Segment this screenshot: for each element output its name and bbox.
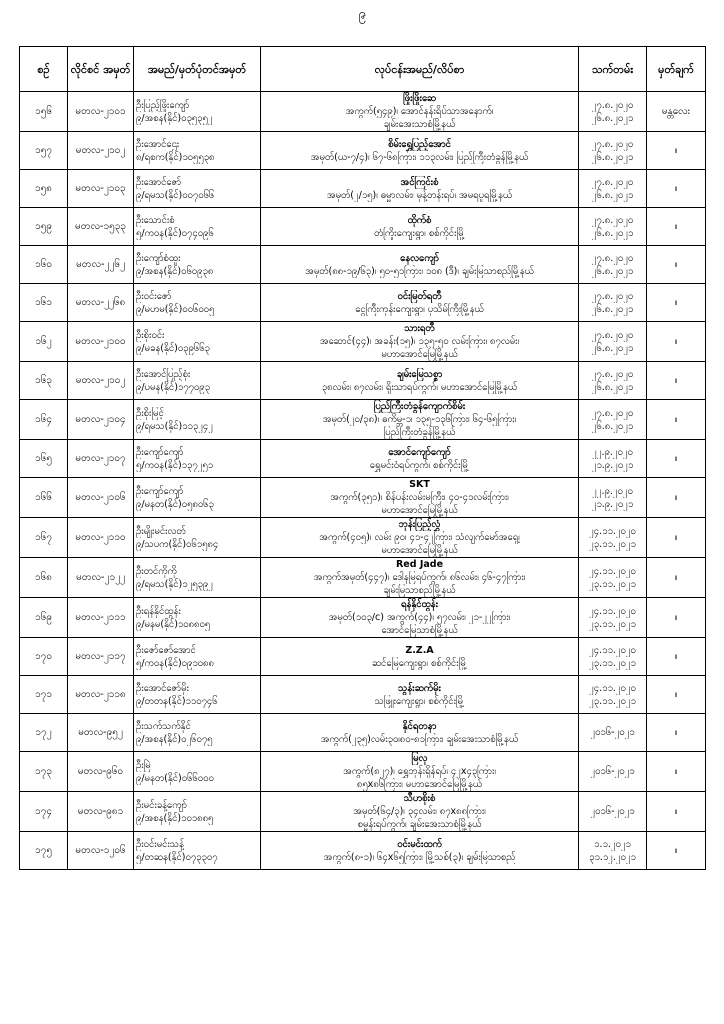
valid-from: ၂၇.၈.၂၀၂၀ <box>591 368 634 380</box>
owner-nrc: ၉/အစန(နိုင်)၁၀၁၈၈၅ <box>136 812 214 824</box>
business-name: ဖြိုးဖြိုးဆေ <box>403 93 436 104</box>
business-address-line-2: မဟာအောင်မြေမြို့နယ် <box>381 349 458 360</box>
business-address-line-2: ၈၅x၈၆ကြား၊ မဟာအောင်မြေမြို့နယ် <box>356 779 483 790</box>
owner-nrc: ၉/တတန(နိုင်)၁၁၀၇၄၆ <box>136 695 218 707</box>
validity-cell <box>579 322 647 362</box>
table-row <box>20 676 706 714</box>
business-cell <box>261 638 579 676</box>
business-address-line-1: အကွက်အမှတ်(၄၄၇)၊ ဒေါနမြရပ်ကွက်၊ ၈၆လမ်း၊ ၄၆-၄၇ကြား၊ <box>313 572 526 583</box>
business-name: ဘုန်းပြည့်လွှံ <box>398 519 441 530</box>
business-address-line-1: အမှတ်(၁၀၃/c) အကွက်(၄၄)၊ ၅၇လမ်း၊ ၂၁-၂၂ကြား၊ <box>328 612 511 623</box>
valid-to: ၂၃.၁၁.၂၀၂၁ <box>589 578 636 590</box>
business-address-line-1: အဆောင်(၄၄)၊ အခန်း(၁၅)၊ ၁၃၅-၅၀ လမ်းကြား၊ ၈၇လမ်း၊ <box>319 336 520 347</box>
validity-cell <box>579 246 647 284</box>
remark: ။ <box>647 246 706 284</box>
business-name: ရန်နိုင်ထွန်း <box>400 599 439 610</box>
validity-cell <box>579 518 647 558</box>
owner-cell <box>134 362 261 400</box>
row-number: ၁၆၆ <box>20 478 68 518</box>
business-address-line-1: အကွက်(၈၂၇)၊ ရွှေဘုန်းရှိန်ရပ်၊ ၄၂x၄၃ကြား၊ <box>343 766 496 777</box>
license-number: မတလ-၉၅၂ <box>68 714 134 752</box>
owner-name: ဦးမျိုးမင်းလတ် <box>136 525 186 537</box>
remark: ။ <box>647 322 706 362</box>
valid-from: ၂၇.၈.၂၀၂၀ <box>591 252 634 264</box>
license-number: မတလ-၂၁၀၂ <box>68 362 134 400</box>
table-row <box>20 92 706 132</box>
valid-to: ၂၆.၈.၂၀၂၁ <box>591 420 634 432</box>
valid-from: ၂၄.၁၁.၂၀၂၀ <box>589 605 636 617</box>
valid-to: ၂၃.၁၁.၂၀၂၁ <box>589 695 636 707</box>
owner-nrc: ၉/မဟမ(နိုင်)၀၀၆၀၀၅ <box>136 303 215 315</box>
table-row <box>20 714 706 752</box>
license-number: မတလ-၂၂၆၂ <box>68 246 134 284</box>
validity-cell <box>579 478 647 518</box>
table-row <box>20 440 706 478</box>
remark: ။ <box>647 170 706 208</box>
validity-cell <box>579 440 647 478</box>
valid-to: ၂၆.၈.၂၀၂၁ <box>591 151 634 163</box>
license-number: မတလ-၂၁၁၀ <box>68 518 134 558</box>
table-row <box>20 362 706 400</box>
business-cell <box>261 752 579 792</box>
header-no: စဉ် <box>20 47 68 92</box>
business-cell <box>261 92 579 132</box>
business-cell <box>261 478 579 518</box>
remark: ။ <box>647 132 706 170</box>
validity-cell <box>579 752 647 792</box>
license-number: မတလ-၂၁၂၂ <box>68 558 134 598</box>
owner-name: ဦးအောင်ပြည့်စုံး <box>136 368 191 380</box>
remark: ။ <box>647 558 706 598</box>
valid-from: ၂၇.၈.၂၀၂၀ <box>591 138 634 150</box>
table-row <box>20 518 706 558</box>
business-address-line-2: ပြည်ကြီးတံခွန်မြို့နယ် <box>383 427 456 438</box>
row-number: ၁၅၇ <box>20 132 68 170</box>
owner-name: ဦးသက်သက်နိုင် <box>136 720 191 732</box>
owner-name: ဦးမြဲ <box>136 759 151 771</box>
validity-cell <box>579 598 647 638</box>
owner-name: ဦးဝင်းဇော် <box>136 290 172 302</box>
validity-cell <box>579 208 647 246</box>
business-address-line-2: မဟာအောင်မြေမြို့နယ် <box>381 505 458 516</box>
valid-to: ၃၁.၁၂.၂၀၂၁ <box>589 851 636 863</box>
header-name: အမည်/မှတ်ပုံတင်အမှတ် <box>134 47 261 92</box>
business-cell <box>261 208 579 246</box>
validity-cell <box>579 676 647 714</box>
owner-name: ဦးဇော်ဇော်အောင် <box>136 644 196 656</box>
owner-nrc: ၉/ရမသ(နိုင်)၁၁၃၂၄၂ <box>136 420 213 432</box>
owner-nrc: ၉/ရမသ(နိုင်)၀၀၇၀၆၆ <box>136 189 215 201</box>
business-address-line-1: တံကြိုးကျေးရွာ၊ စစ်ကိုင်းမြို့ <box>374 227 465 239</box>
valid-to: ၂၆.၈.၂၀၂၁ <box>591 227 634 239</box>
owner-name: ဦးအောင်ဇော်မိုး <box>136 682 189 694</box>
license-table <box>19 46 706 870</box>
row-number: ၁၅၆ <box>20 92 68 132</box>
row-number: ၁၇၅ <box>20 832 68 870</box>
license-number: မတလ-၂၁၀၀ <box>68 322 134 362</box>
business-name: သီဟစိုးစံ <box>403 793 436 804</box>
business-address-line-1: အကွက်(၂၃၅)လမ်း၃၀၊၈၀-၈၁ကြား၊ ချမ်းအေးသာစံမြို့နယ် <box>320 733 519 745</box>
business-address-line-1: ဆင်မြေကျေးရွာ၊ စစ်ကိုင်းမြို့ <box>371 657 468 669</box>
valid-from: ၂၄.၁၁.၂၀၂၀ <box>589 525 636 537</box>
owner-cell <box>134 676 261 714</box>
row-number: ၁၆၄ <box>20 400 68 440</box>
remark: ။ <box>647 714 706 752</box>
valid-to: ၂၁.၉.၂၀၂၁ <box>591 459 634 471</box>
valid-from: ၂၀၁၆-၂၀၂၁ <box>590 766 635 777</box>
header-date: သက်တမ်း <box>579 47 647 92</box>
remark: ။ <box>647 284 706 322</box>
business-address-line-1: သဖြူးကျေးရွာ၊ စစ်ကိုင်းမြို့ <box>374 695 465 707</box>
business-address-line-1: အမှတ်(၆၄/၃)၊ ၃၄လမ်း၊ ၈၇x၈၈ကြား၊ <box>353 806 486 817</box>
valid-to: ၂၃.၁၁.၂၀၂၁ <box>589 657 636 669</box>
owner-nrc: ၉/အစန(နိုင်)၀၂၆၀၇၅ <box>136 733 213 745</box>
owner-name: ဦးကျော်ကျော် <box>136 446 184 458</box>
owner-cell <box>134 284 261 322</box>
owner-nrc: ၉/ပမန(နိုင်)၁၇၇၀၉၃ <box>136 381 210 393</box>
owner-cell <box>134 322 261 362</box>
validity-cell <box>579 400 647 440</box>
valid-from: ၂၇.၈.၂၀၂၀ <box>591 290 634 302</box>
business-cell <box>261 440 579 478</box>
row-number: ၁၆၇ <box>20 518 68 558</box>
business-cell <box>261 400 579 440</box>
business-name: Red Jade <box>395 559 444 570</box>
header-license-no: လိုင်စင် အမှတ် <box>68 47 134 92</box>
remark: ။ <box>647 638 706 676</box>
owner-name: ဦးအောင်ဇော် <box>136 176 182 188</box>
business-address-line-1: ၃၈လမ်း၊ ၈၇လမ်း၊ ရှိးသာရပ်ကွက်၊ မဟာအောင်မြေမြို့နယ် <box>321 381 518 393</box>
license-number: မတလ-၂၁၀၁ <box>68 92 134 132</box>
validity-cell <box>579 362 647 400</box>
license-number: မတလ-၂၁၀၃ <box>68 170 134 208</box>
owner-nrc: ၅/ကဝန(နိုင်)၀၇၄၀၉၆ <box>136 227 214 239</box>
validity-cell <box>579 832 647 870</box>
license-number: မတလ-၂၂၆၈ <box>68 284 134 322</box>
business-cell <box>261 170 579 208</box>
row-number: ၁၇၁ <box>20 676 68 714</box>
owner-nrc: ၉/မနတ(နိုင်)၀၅၈၀၆၃ <box>136 498 214 510</box>
table-row <box>20 284 706 322</box>
owner-name: ဦးကျော်ကျော် <box>136 485 184 497</box>
table-row <box>20 170 706 208</box>
business-address-line-2: မဟာအောင်မြေမြို့နယ် <box>381 545 458 556</box>
owner-name: ဦးစိုးဝင်း <box>136 329 165 341</box>
business-cell <box>261 832 579 870</box>
owner-nrc: ၅/ကဝန(နိုင်)၀၉၁၀၈၈ <box>136 657 214 669</box>
business-cell <box>261 792 579 832</box>
owner-nrc: ၅/တဆန(နိုင်)၀၇၃၃၀၇ <box>136 851 218 863</box>
owner-cell <box>134 132 261 170</box>
valid-to: ၂၁.၉.၂၀၂၁ <box>591 498 634 510</box>
table-row <box>20 598 706 638</box>
remark: ။ <box>647 478 706 518</box>
table-row <box>20 246 706 284</box>
table-row <box>20 322 706 362</box>
license-number: မတလ-၉၈၁ <box>68 792 134 832</box>
remark: ။ <box>647 752 706 792</box>
valid-from: ၂၄.၁၁.၂၀၂၀ <box>589 565 636 577</box>
license-number: မတလ-၁၅၃၃ <box>68 208 134 246</box>
valid-from: ၁.၁.၂၀၂၁ <box>594 838 631 850</box>
remark: ။ <box>647 518 706 558</box>
business-name: နေလကျော် <box>400 252 439 264</box>
valid-from: ၂၇.၈.၂၀၂၀ <box>591 176 634 188</box>
valid-to: ၂၆.၈.၂၀၂၁ <box>591 265 634 277</box>
owner-cell <box>134 92 261 132</box>
validity-cell <box>579 792 647 832</box>
valid-from: ၂၄.၁၁.၂၀၂၀ <box>589 644 636 656</box>
remark: ။ <box>647 832 706 870</box>
remark: ။ <box>647 440 706 478</box>
owner-cell <box>134 598 261 638</box>
owner-cell <box>134 208 261 246</box>
table-row <box>20 132 706 170</box>
row-number: ၁၆၅ <box>20 440 68 478</box>
business-name: SKT <box>409 479 430 490</box>
valid-from: ၂၇.၈.၂၀၂၀ <box>591 99 634 111</box>
business-address-line-1: အကွက်(၄၀၅)၊ လမ်း ၉၀၊ ၄၁-၄၂ကြား၊ သံလျက်မော်အရှေ့၊ <box>319 532 520 543</box>
valid-to: ၂၆.၈.၂၀၂၁ <box>591 381 634 393</box>
remark: ။ <box>647 676 706 714</box>
business-cell <box>261 676 579 714</box>
business-name: ဝင်းမြတ်ရတီ <box>397 290 442 302</box>
owner-cell <box>134 518 261 558</box>
owner-cell <box>134 638 261 676</box>
business-name: အောင်ကျော်ကျော် <box>388 446 451 458</box>
valid-from: ၂၇.၈.၂၀၂၀ <box>591 329 634 341</box>
owner-cell <box>134 832 261 870</box>
row-number: ၁၅၈ <box>20 170 68 208</box>
row-number: ၁၆၀ <box>20 246 68 284</box>
table-row <box>20 792 706 832</box>
business-address-line-1: အကွက်(၃၅၁)၊ စိန်ပန်းလမ်းမကြီး၊ ၄၀-၄၁လမ်းကြား၊ <box>330 492 509 503</box>
owner-name: ဦးကျော်စံထူး <box>136 252 181 264</box>
owner-nrc: ၉/မခန(နိုင်)၀၃၉၆၆၃ <box>136 342 210 354</box>
valid-to: ၂၆.၈.၂၀၂၁ <box>591 189 634 201</box>
validity-cell <box>579 638 647 676</box>
business-address-line-2: ချမ်းမြသာစည်မြို့နယ် <box>383 585 456 596</box>
table-row <box>20 832 706 870</box>
owner-cell <box>134 714 261 752</box>
business-cell <box>261 714 579 752</box>
license-number: မတလ-၉၆၀ <box>68 752 134 792</box>
row-number: ၁၆၁ <box>20 284 68 322</box>
valid-from: ၂၂.၉.၂၀၂၀ <box>592 446 633 458</box>
business-name: မြလု <box>411 753 428 764</box>
business-cell <box>261 598 579 638</box>
validity-cell <box>579 284 647 322</box>
valid-from: ၂၀၁၆-၂၀၂၁ <box>590 727 635 738</box>
owner-nrc: ၉/အစန(နိုင်)၀၃၅၃၅၂ <box>136 112 213 124</box>
table-row <box>20 478 706 518</box>
row-number: ၁၇၂ <box>20 714 68 752</box>
owner-name: ဦးပြည့်ဖြိုးကျော် <box>136 99 190 111</box>
owner-cell <box>134 558 261 598</box>
license-number: မတလ-၂၁၀၂ <box>68 132 134 170</box>
remark: ။ <box>647 792 706 832</box>
row-number: ၁၅၉ <box>20 208 68 246</box>
validity-cell <box>579 558 647 598</box>
table-row <box>20 752 706 792</box>
business-name: ဝင်းမင်းထက် <box>397 838 442 850</box>
remark: ။ <box>647 400 706 440</box>
license-number: မတလ-၂၁၁၈ <box>68 676 134 714</box>
license-number: မတလ-၂၁၁၇ <box>68 638 134 676</box>
owner-cell <box>134 752 261 792</box>
valid-to: ၂၆.၈.၂၀၂၁ <box>591 342 634 354</box>
license-number: မတလ-၂၁၀၇ <box>68 440 134 478</box>
owner-name: ဦးမင်းခန့်ကျော် <box>136 799 187 811</box>
business-name: ပြည်ကြီးတံခွန်ကျောက်စိမ်း <box>373 401 466 412</box>
table-row <box>20 638 706 676</box>
business-name: သွန်းဆက်မိုး <box>398 682 441 694</box>
business-cell <box>261 284 579 322</box>
valid-from: ၂၇.၈.၂၀၂၀ <box>591 214 634 226</box>
owner-cell <box>134 400 261 440</box>
business-address-line-1: အမှတ်(၂/၁၅)၊ ဓမ္မာလမ်း၊ မုန့်တန်းရပ်၊ အမရပူရမြို့နယ် <box>326 189 513 201</box>
business-address-line-1: အမှတ်(၈၈-၁၉/၆၃)၊ ၅၀-၅၁ကြား၊ ၁၀၈ (ဒီ)၊ ချမ်းမြသာစည်မြို့နယ် <box>305 265 534 277</box>
valid-to: ၂၆.၈.၂၀၂၁ <box>591 112 634 124</box>
business-address-line-1: ရွှေမင်းဝံရပ်ကွက်၊ စစ်ကိုင်းမြို့ <box>369 459 470 471</box>
business-address-line-1: အမှတ်(၂၀/၃၈)၊ ဓကိမ္ဘ-၁၊ ၁၃၅-၁၃၆ကြား၊ ၆၄-၆၅ကြား၊ <box>322 414 517 425</box>
row-number: ၁၆၂ <box>20 322 68 362</box>
owner-nrc: ၉/သပက(နိုင်)၀၆၁၅၈၄ <box>136 538 219 550</box>
table-row <box>20 208 706 246</box>
owner-cell <box>134 246 261 284</box>
valid-from: ၂၀၁၆-၂၀၂၁ <box>590 806 635 817</box>
valid-from: ၂၇.၈.၂၀၂၀ <box>591 407 634 419</box>
valid-to: ၂၃.၁၁.၂၀၂၁ <box>589 618 636 630</box>
business-address-line-2: ချမ်းအေးသာစံမြို့နယ် <box>383 119 456 130</box>
row-number: ၁၇၃ <box>20 752 68 792</box>
header-remark: မှတ်ချက် <box>647 47 706 92</box>
owner-nrc: ၉/မနမ(နိုင်)၁၀၈၈၀၅ <box>136 618 211 630</box>
business-cell <box>261 518 579 558</box>
business-name: Z.Z.A <box>405 644 434 656</box>
valid-from: ၂၄.၁၁.၂၀၂၀ <box>589 682 636 694</box>
owner-cell <box>134 440 261 478</box>
owner-cell <box>134 792 261 832</box>
remark: မန္တလေး <box>647 92 706 132</box>
page-number: ၉ <box>358 7 366 22</box>
row-number: ၁၆၃ <box>20 362 68 400</box>
remark: ။ <box>647 208 706 246</box>
business-cell <box>261 322 579 362</box>
owner-nrc: ၈/ရစက(နိုင်)၁၀၅၅၃၈ <box>136 151 215 163</box>
owner-nrc: ၅/ကဝန(နိုင်)၁၃၇၂၅၁ <box>136 459 214 471</box>
business-name: အင်ကြင်းစံ <box>400 176 439 188</box>
owner-cell <box>134 170 261 208</box>
row-number: ၁၆၈ <box>20 558 68 598</box>
business-name: သားရတီ <box>404 323 435 334</box>
business-name: စိမ်းရွှေပြည့်အောင် <box>388 138 451 150</box>
table-row <box>20 400 706 440</box>
business-address-line-1: အကွက်(၅၄၉)၊ အောင်နန်းရိပ်သာအနောက်၊ <box>345 106 494 117</box>
owner-nrc: ၉/ရမသ(နိုင်)၁၂၅၃၉၂ <box>136 578 213 590</box>
owner-name: ဦးတင်ကိုကို <box>136 565 177 577</box>
business-address-line-2: စမ္မန်းရပ်ကွက်၊ ချမ်းအေးသာစံမြို့နယ် <box>357 819 482 830</box>
row-number: ၁၇၀ <box>20 638 68 676</box>
license-number: မတလ-၂၁၀၄ <box>68 400 134 440</box>
validity-cell <box>579 170 647 208</box>
valid-to: ၂၆.၈.၂၀၂၁ <box>591 303 634 315</box>
license-number: မတလ-၂၁၁၁ <box>68 598 134 638</box>
validity-cell <box>579 92 647 132</box>
business-address-line-1: အကွက်(၈-၁)၊ ၆၄x၆၅ကြား၊ မြို့သစ်(၃)၊ ချမ်းမြသာစည် <box>323 851 516 863</box>
business-name: ထိုက်စံ <box>407 214 432 226</box>
row-number: ၁၆၉ <box>20 598 68 638</box>
remark: ။ <box>647 362 706 400</box>
owner-nrc: ၉/မနတ(နိုင်)၀၆၆၀၀၀ <box>136 772 214 784</box>
license-number: မတလ-၁၂၀၆ <box>68 832 134 870</box>
owner-name: ဦးရန်နိုင်ထွန်း <box>136 605 181 617</box>
business-name: နိုင်ရတနာ <box>402 720 437 732</box>
remark: ။ <box>647 598 706 638</box>
business-cell <box>261 132 579 170</box>
owner-name: ဦးသောင်းစံ <box>136 214 175 226</box>
valid-from: ၂၂.၉.၂၀၂၀ <box>592 485 633 497</box>
owner-nrc: ၉/အစန(နိုင်)၀၆၀၉၃၈ <box>136 265 214 277</box>
business-cell <box>261 246 579 284</box>
business-address-line-2: အောင်မြေသာစံမြို့နယ် <box>381 625 458 636</box>
owner-name: ဦးဝင်းမင်းသန့် <box>136 838 184 850</box>
header-business: လုပ်ငန်းအမည်/လိပ်စာ <box>261 47 579 92</box>
license-number: မတလ-၂၁၀၆ <box>68 478 134 518</box>
validity-cell <box>579 714 647 752</box>
owner-name: ဦးအောင်ဌေး <box>136 138 180 150</box>
table-row <box>20 558 706 598</box>
business-address-line-1: အမှတ်(ယ-၇/၄)၊ ၆၇-၆၈ကြား၊ ၁၁၃လမ်း၊ ပြည်ကြီးတံခွန်မြို့နယ် <box>310 151 529 163</box>
row-number: ၁၇၄ <box>20 792 68 832</box>
business-name: ချမ်းမြေသစ္စာ <box>396 368 443 380</box>
table-header-row <box>20 47 706 92</box>
business-cell <box>261 558 579 598</box>
owner-name: ဦးစိုးမြင့် <box>136 407 164 419</box>
owner-cell <box>134 478 261 518</box>
valid-to: ၂၃.၁၁.၂၀၂၁ <box>589 538 636 550</box>
validity-cell <box>579 132 647 170</box>
business-address-line-1: ငွေကြီးကုန်းကျေးရွာ၊ ပုသိမ်ကြီးမြို့နယ် <box>355 303 484 315</box>
business-cell <box>261 362 579 400</box>
